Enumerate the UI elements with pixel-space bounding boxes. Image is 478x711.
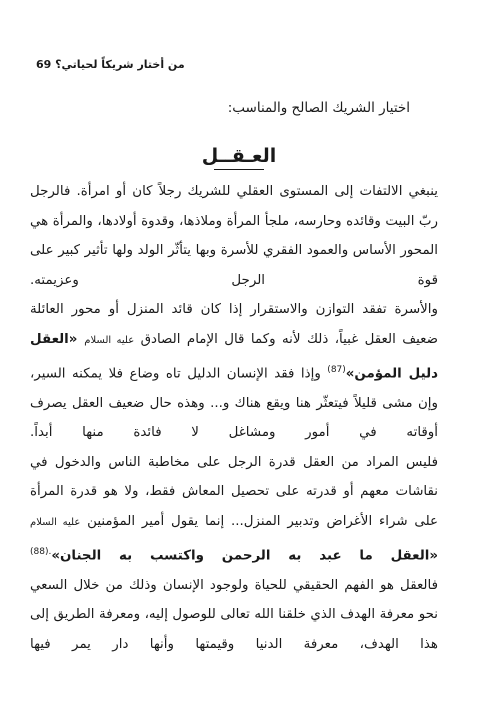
paragraph: [30, 571, 438, 660]
quotation: «العقل دليل المؤمن»: [30, 331, 438, 382]
paragraph: [30, 177, 438, 295]
honorific-symbol: عليه السلام: [30, 517, 81, 528]
text-run: فليس المراد من العقل قدرة الرجل على مخاطبة الناس والدخول في نقاشات معهم أو قدرته على تحصيل المعاش فقط، ولا هو قدرة المرأة على شراء الأغراض وتدبير المنزل... إنما يقول أمير المؤمنين: [30, 454, 439, 529]
footnote-marker: .(88): [30, 546, 52, 557]
section-title: العـقــل: [201, 145, 277, 167]
paragraph: [30, 448, 438, 571]
text-run: والأسرة تفقد التوازن والاستقرار إذا كان قائد المنزل أو محور العائلة ضعيف العقل غبياً، ذلك لأنه وكما قال الإمام الصادق: [30, 302, 438, 347]
page-number: 69: [36, 58, 52, 71]
title-underline: [214, 169, 264, 170]
honorific-symbol: عليه السلام: [84, 334, 135, 346]
quotation: «العقل ما عبد به الرحمن واكتسب به الجنان»: [51, 548, 438, 564]
lead-heading: اختيار الشريك الصالح والمناسب:: [227, 100, 410, 116]
book-title: من أختار شريكاً لحياتي؟: [55, 58, 185, 71]
body-text: [30, 177, 438, 659]
running-header: [34, 58, 185, 71]
footnote-marker: (87): [327, 364, 346, 375]
text-run: وإذا فقد الإنسان الدليل تاه وضاع فلا يمكنه السير، وإن مشى قليلاً فيتعثّر هنا ويقع هناك و... وهذه حال ضعيف العقل يصرف أوقاته في أمور ومشاغل لا فائدة منها أبداً.: [30, 366, 438, 441]
paragraph: [30, 295, 438, 447]
text-run: ينبغي الالتفات إلى المستوى العقلي للشريك رجلاً كان أو امرأة. فالرجل ربّ البيت وقائده وحارسه، ملجأ المرأة وملاذها، وقدوة أولادها، والمرأة هي المحور الأساس والعمود الفقري للأسرة وبها يتأثّر الولد ولها تأثير كبير على قوة الرجل وعزيمته.: [30, 184, 438, 288]
text-run: فالعقل هو الفهم الحقيقي للحياة ولوجود الإنسان وذلك من خلال السعي نحو معرفة الهدف الذي خلقنا الله تعالى للوصول إليه، ومعرفة الطريق إلى هذا الهدف، معرفة الدنيا وقيمتها وأنها دار يمر فيها: [30, 577, 438, 652]
